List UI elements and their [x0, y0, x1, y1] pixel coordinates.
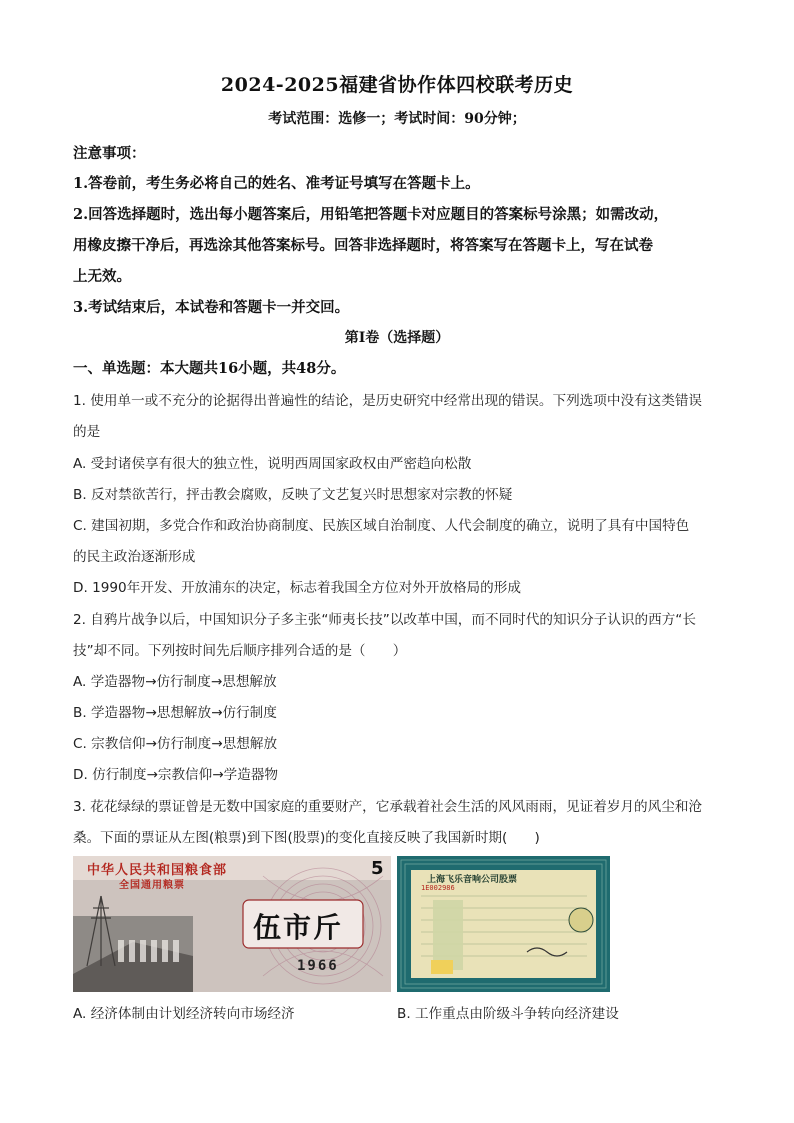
q2-option-d: D. 仿行制度→宗教信仰→学造器物	[73, 767, 279, 783]
q2-option-b: B. 学造器物→思想解放→仿行制度	[73, 705, 277, 721]
volume-heading: 第Ⅰ卷（选择题）	[344, 330, 450, 346]
q1-option-a: A. 受封诸侯享有很大的独立性，说明西周国家政权由严密趋向松散	[73, 456, 472, 472]
note-1: 1.答卷前，考生务必将自己的姓名、准考证号填写在答题卡上。	[73, 175, 480, 192]
q2-stem-line-2: 技”却不同。下列按时间先后顺序排列合适的是（ ）	[73, 643, 407, 659]
q3-stem-line-1: 3. 花花绿绿的票证曾是无数中国家庭的重要财产，它承载着社会生活的风风雨雨，见证着岁月的风尘和沧	[73, 799, 703, 815]
grain-ticket-amount: 伍市斤	[253, 911, 344, 944]
page-title: 2024-2025福建省协作体四校联考历史	[220, 74, 574, 96]
note-3: 3.考试结束后，本试卷和答题卡一并交回。	[73, 299, 350, 316]
grain-ticket-year: 1966	[297, 958, 339, 974]
grain-ticket-image	[73, 856, 391, 992]
grain-ticket-issuer: 中华人民共和国粮食部	[87, 863, 228, 878]
q1-option-c-line-1: C. 建国初期，多党合作和政治协商制度、民族区域自治制度、人代会制度的确立，说明了具有中国特色	[73, 518, 690, 534]
q3-stem-line-2: 桑。下面的票证从左图(粮票)到下图(股票)的变化直接反映了我国新时期( )	[73, 830, 540, 846]
q1-option-d: D. 1990年开发、开放浦东的决定，标志着我国全方位对外开放格局的形成	[73, 580, 521, 596]
note-2-line-3: 上无效。	[73, 268, 131, 285]
q2-stem-line-1: 2. 自鸦片战争以后，中国知识分子多主张“师夷长技”以改革中国，而不同时代的知识分子认识的西方“长	[73, 612, 696, 628]
grain-ticket-digit: 5	[371, 858, 384, 879]
grain-ticket-sub: 全国通用粮票	[119, 880, 185, 891]
q1-option-c-line-2: 的民主政治逐渐形成	[73, 549, 196, 565]
note-2-line-2: 用橡皮擦干净后，再选涂其他答案标号。回答非选择题时，将答案写在答题卡上，写在试卷	[73, 237, 653, 254]
part-heading: 一、单选题：本大题共16小题，共48分。	[73, 360, 346, 377]
q3-option-a: A. 经济体制由计划经济转向市场经济	[73, 1006, 295, 1022]
q1-option-b: B. 反对禁欲苦行，抨击教会腐败，反映了文艺复兴时思想家对宗教的怀疑	[73, 487, 513, 503]
stock-certificate-image	[397, 856, 610, 992]
q2-option-c: C. 宗教信仰→仿行制度→思想解放	[73, 736, 278, 752]
q1-stem-line-1: 1. 使用单一或不充分的论据得出普遍性的结论，是历史研究中经常出现的错误。下列选项中没有这类错误	[73, 393, 703, 409]
q2-option-a: A. 学造器物→仿行制度→思想解放	[73, 674, 277, 690]
stock-serial-number: 1E002986	[421, 884, 455, 892]
q3-option-b: B. 工作重点由阶级斗争转向经济建设	[397, 1006, 619, 1022]
q1-stem-line-2: 的是	[73, 424, 101, 440]
notes-heading: 注意事项：	[73, 145, 146, 162]
exam-scope: 考试范围：选修一；考试时间：90分钟；	[268, 111, 526, 127]
note-2-line-1: 2.回答选择题时，选出每小题答案后，用铅笔把答题卡对应题目的答案标号涂黑；如需改动，	[73, 206, 669, 223]
stock-company-name: 上海飞乐音响公司股票	[427, 875, 518, 885]
